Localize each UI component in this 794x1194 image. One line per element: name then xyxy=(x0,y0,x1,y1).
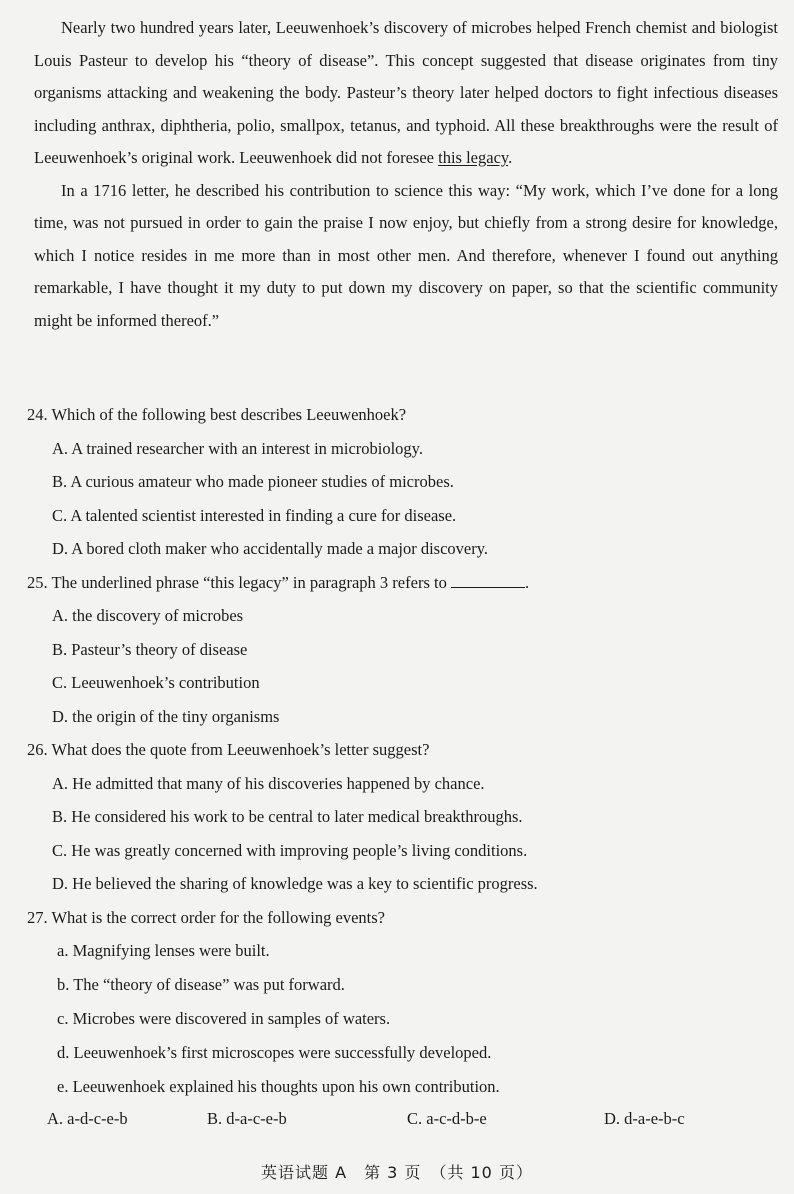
paragraph-2: In a 1716 letter, he described his contribution to science this way: “My work, which I’ve done for a long time, was not pursued in order to gain the praise I now enjoy, but chiefly from a strong desire for knowledge, which I notice resides in me more than in most other men. And therefore, whenever I found out anything remarkable, I have thought it my duty to put down my discovery on paper, so that the scientific community might be informed thereof.” xyxy=(34,180,778,330)
answer-blank xyxy=(451,573,525,588)
option-b: B. d-a-c-e-b xyxy=(207,1109,287,1128)
option-c: C. A talented scientist interested in finding a cure for disease. xyxy=(52,505,457,525)
option-c: C. Leeuwenhoek’s contribution xyxy=(52,673,260,692)
option-a: A. He admitted that many of his discoveries happened by chance. xyxy=(52,773,485,793)
question-27 xyxy=(27,901,777,1141)
question-stem xyxy=(27,566,777,600)
option-b: B. He considered his work to be central to later medical breakthroughs. xyxy=(52,807,523,826)
question-25 xyxy=(27,566,777,734)
option-b: B. A curious amateur who made pioneer studies of microbes. xyxy=(52,472,454,491)
option-c: C. He was greatly concerned with improving people’s living conditions. xyxy=(52,840,528,860)
question-24 xyxy=(27,398,777,566)
option-d: D. A bored cloth maker who accidentally made a major discovery. xyxy=(52,539,489,558)
option-a: A. A trained researcher with an interest in microbiology. xyxy=(52,438,423,458)
page-footer: 英语试题 A 第 3 页 （共 10 页） xyxy=(261,1163,533,1182)
event-a: a. Magnifying lenses were built. xyxy=(57,941,270,960)
question-stem: 27. What is the correct order for the following events? xyxy=(27,907,385,927)
reading-passage xyxy=(34,12,778,337)
underlined-phrase: this legacy xyxy=(438,148,509,167)
question-stem: 24. Which of the following best describes Leeuwenhoek? xyxy=(27,405,407,424)
event-b: b. The “theory of disease” was put forward. xyxy=(57,975,345,994)
question-stem-text: 25. The underlined phrase “this legacy” in paragraph 3 refers to xyxy=(27,572,447,592)
question-stem-end: . xyxy=(524,572,530,592)
question-list xyxy=(27,398,777,1140)
option-a: A. a-d-c-e-b xyxy=(47,1109,128,1128)
option-d: D. He believed the sharing of knowledge was a key to scientific progress. xyxy=(52,874,538,893)
paragraph-1-text: Nearly two hundred years later, Leeuwenhoek’s discovery of microbes helped French chemist and biologist Louis Pasteur to develop his “theory of disease”. This concept suggested that disease originates from tiny organisms attacking and weakening the body. Pasteur’s theory later helped doctors to fight infectious diseases including anthrax, diphtheria, polio, smallpox, tetanus, and typhoid. All these breakthroughs were the result of Leeuwenhoek’s original work. Leeuwenhoek did not foresee xyxy=(34,18,778,167)
option-b: B. Pasteur’s theory of disease xyxy=(52,639,248,659)
event-d: d. Leeuwenhoek’s first microscopes were successfully developed. xyxy=(57,1043,492,1062)
option-c: C. a-c-d-b-e xyxy=(407,1109,487,1128)
option-d: D. the origin of the tiny organisms xyxy=(52,706,280,726)
question-26 xyxy=(27,733,777,901)
option-d: D. d-a-e-b-c xyxy=(604,1109,685,1128)
event-c: c. Microbes were discovered in samples of waters. xyxy=(57,1009,391,1028)
question-stem: 26. What does the quote from Leeuwenhoek’s letter suggest? xyxy=(27,740,430,759)
paragraph-1 xyxy=(34,12,778,175)
answer-choices xyxy=(47,1104,777,1140)
option-a: A. the discovery of microbes xyxy=(52,606,244,625)
paragraph-1-end: . xyxy=(508,148,513,167)
event-e: e. Leeuwenhoek explained his thoughts upon his own contribution. xyxy=(57,1077,500,1096)
